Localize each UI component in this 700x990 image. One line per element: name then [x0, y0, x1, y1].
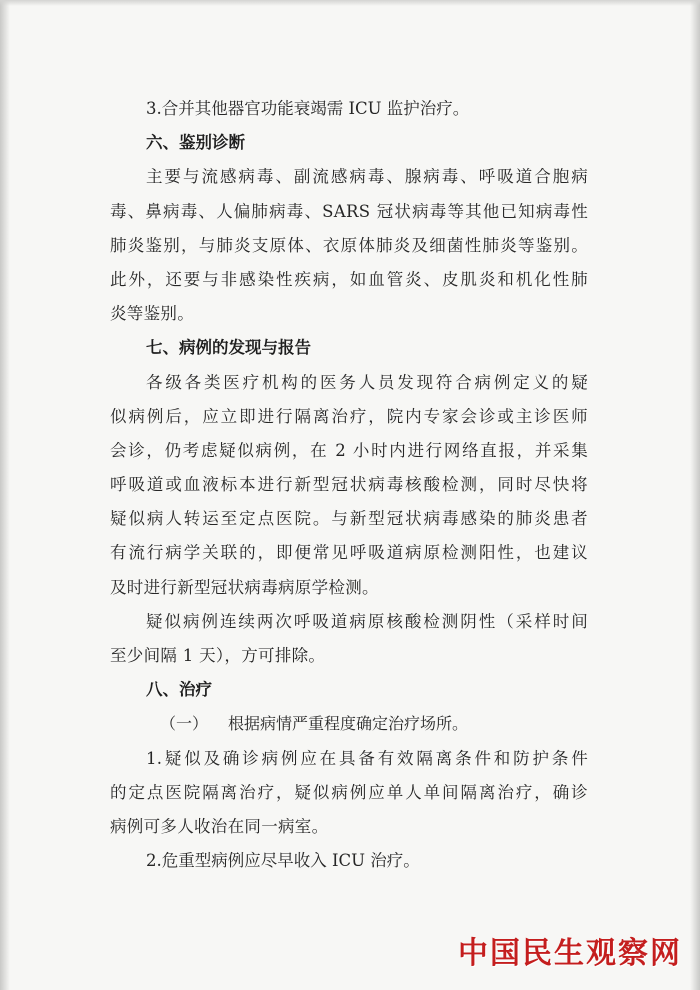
paragraph-line: 的定点医院隔离治疗，疑似病例应单人单间隔离治疗，确诊: [110, 782, 588, 802]
paragraph-line: 似病例后，应立即进行隔离治疗，院内专家会诊或主诊医师: [110, 406, 588, 426]
paragraph-line: 有流行病学关联的，即便常见呼吸道病原检测阳性，也建议: [110, 543, 588, 563]
paragraph-line: 及时进行新型冠状病毒病原学检测。: [110, 577, 379, 597]
page-edge-left: [0, 0, 10, 990]
paragraph-line: 呼吸道或血液标本进行新型冠状病毒核酸检测，同时尽快将: [110, 475, 588, 495]
treatment-item-3: 3.合并其他器官功能衰竭需 ICU 监护治疗。: [146, 99, 470, 118]
page-edge-right: [690, 0, 700, 990]
page-edge-top: [0, 0, 700, 6]
treatment-item-2: 2.危重型病例应尽早收入 ICU 治疗。: [146, 851, 420, 871]
subsection-heading-treatment-site: [110, 707, 588, 741]
paragraph-line: 至少间隔 1 天），方可排除。: [110, 646, 326, 665]
paragraph-line: 疑似病人转运至定点医院。与新型冠状病毒感染的肺炎患者: [110, 509, 588, 529]
document-body: [110, 92, 588, 878]
subsection-number: （一）: [160, 714, 209, 734]
paragraph-line: 毒、鼻病毒、人偏肺病毒、SARS 冠状病毒等其他已知病毒性: [110, 201, 588, 221]
paragraph-line: 会诊，仍考虑疑似病例，在 2 小时内进行网络直报，并采集: [110, 440, 588, 460]
section-heading-differential-diagnosis: 六、鉴别诊断: [146, 133, 245, 153]
paragraph-line: 1.疑似及确诊病例应在具备有效隔离条件和防护条件: [146, 748, 588, 768]
paragraph-line: 疑似病例连续两次呼吸道病原核酸检测阴性（采样时间: [146, 611, 588, 631]
paragraph-line: 此外，还要与非感染性疾病，如血管炎、皮肌炎和机化性肺: [110, 269, 588, 289]
section-heading-treatment: 八、治疗: [146, 680, 212, 700]
paragraph-line: 炎等鉴别。: [110, 304, 194, 324]
paragraph-line: 各级各类医疗机构的医务人员发现符合病例定义的疑: [146, 372, 588, 392]
paragraph-line: 病例可多人收治在同一病室。: [110, 816, 329, 836]
paragraph-line: 肺炎鉴别，与肺炎支原体、衣原体肺炎及细菌性肺炎等鉴别。: [110, 235, 588, 255]
section-heading-case-reporting: 七、病例的发现与报告: [146, 338, 311, 358]
subsection-title: 根据病情严重程度确定治疗场所。: [228, 714, 469, 734]
paragraph-line: 主要与流感病毒、副流感病毒、腺病毒、呼吸道合胞病: [146, 167, 588, 187]
site-watermark: 中国民生观察网: [458, 936, 682, 971]
